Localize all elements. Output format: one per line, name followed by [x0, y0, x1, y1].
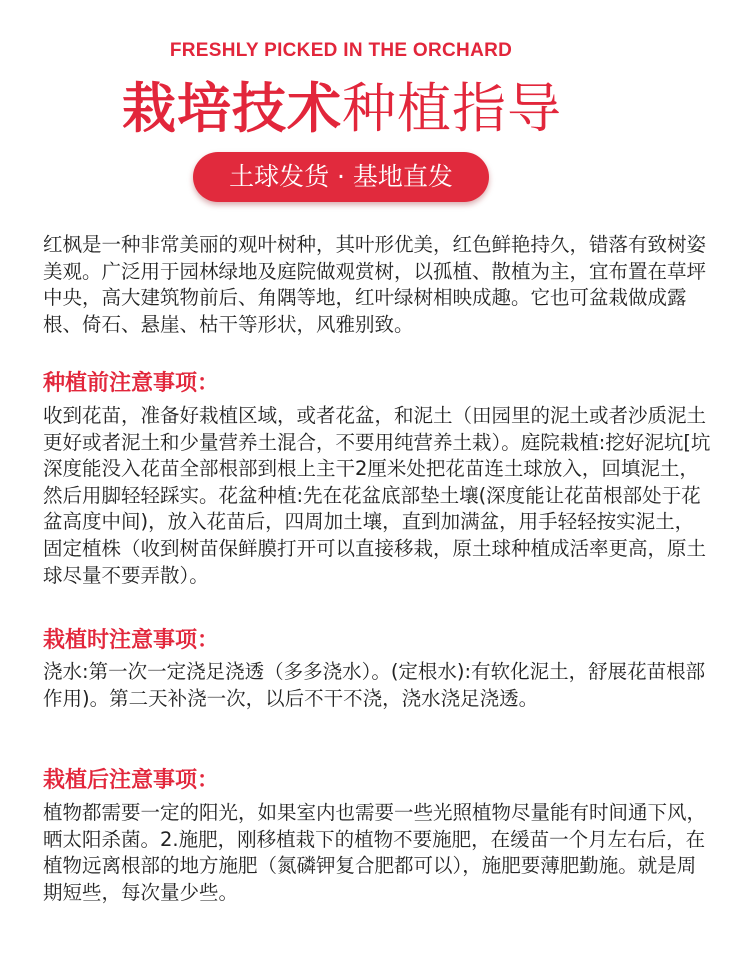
page-title-light: 种植指导 [342, 77, 562, 140]
section-body-after-planting: 植物都需要一定的阳光，如果室内也需要一些光照植物尽量能有时间通下风，晒太阳杀菌。2.施肥，刚移植栽下的植物不要施肥，在缓苗一个月左右后，在植物远离根部的地方施肥（氮磷钾复合肥都可以），施肥要薄肥勤施。就是周期短些，每次量少些。 [43, 801, 707, 904]
section-body-before-planting: 收到花苗，准备好栽植区域，或者花盆，和泥土（田园里的泥土或者沙质泥土更好或者泥土和少量营养土混合，不要用纯营养土栽）。庭院栽植:挖好泥坑[坑深度能没入花苗全部根部到根上主干2厘米处把花苗连土球放入，回填泥土，然后用脚轻轻踩实。花盆种植:先在花盆底部垫土壤(深度能让花苗根部处于花盆高度中间)，放入花苗后，四周加土壤，直到加满盆，用手轻轻按实泥土，固定植株（收到树苗保鲜膜打开可以直接移栽，原土球种植成活率更高，原土球尽量不要弄散）。 [43, 404, 711, 587]
section-heading-before-planting: 种植前注意事项： [43, 371, 220, 396]
intro-paragraph: 红枫是一种非常美丽的观叶树种，其叶形优美，红色鲜艳持久，错落有致树姿美观。广泛用于园林绿地及庭院做观赏树，以孤植、散植为主，宜布置在草坪中央，高大建筑物前后、角隅等地，红叶绿树相映成趣。它也可盆栽做成露根、倚石、悬崖、枯干等形状，风雅别致。 [43, 233, 707, 336]
page-title [122, 76, 562, 142]
page-title-bold: 栽培技术 [122, 77, 342, 140]
section-heading-after-planting: 栽植后注意事项： [43, 768, 220, 793]
section-body-during-planting: 浇水:第一次一定浇足浇透（多多浇水）。(定根水):有软化泥土，舒展花苗根部作用)。第二天补浇一次，以后不干不浇，浇水浇足浇透。 [43, 660, 706, 710]
english-subtitle: FRESHLY PICKED IN THE ORCHARD [169, 40, 513, 61]
shipping-badge: 土球发货 · 基地直发 [193, 152, 489, 202]
section-heading-during-planting: 栽植时注意事项： [43, 628, 220, 653]
